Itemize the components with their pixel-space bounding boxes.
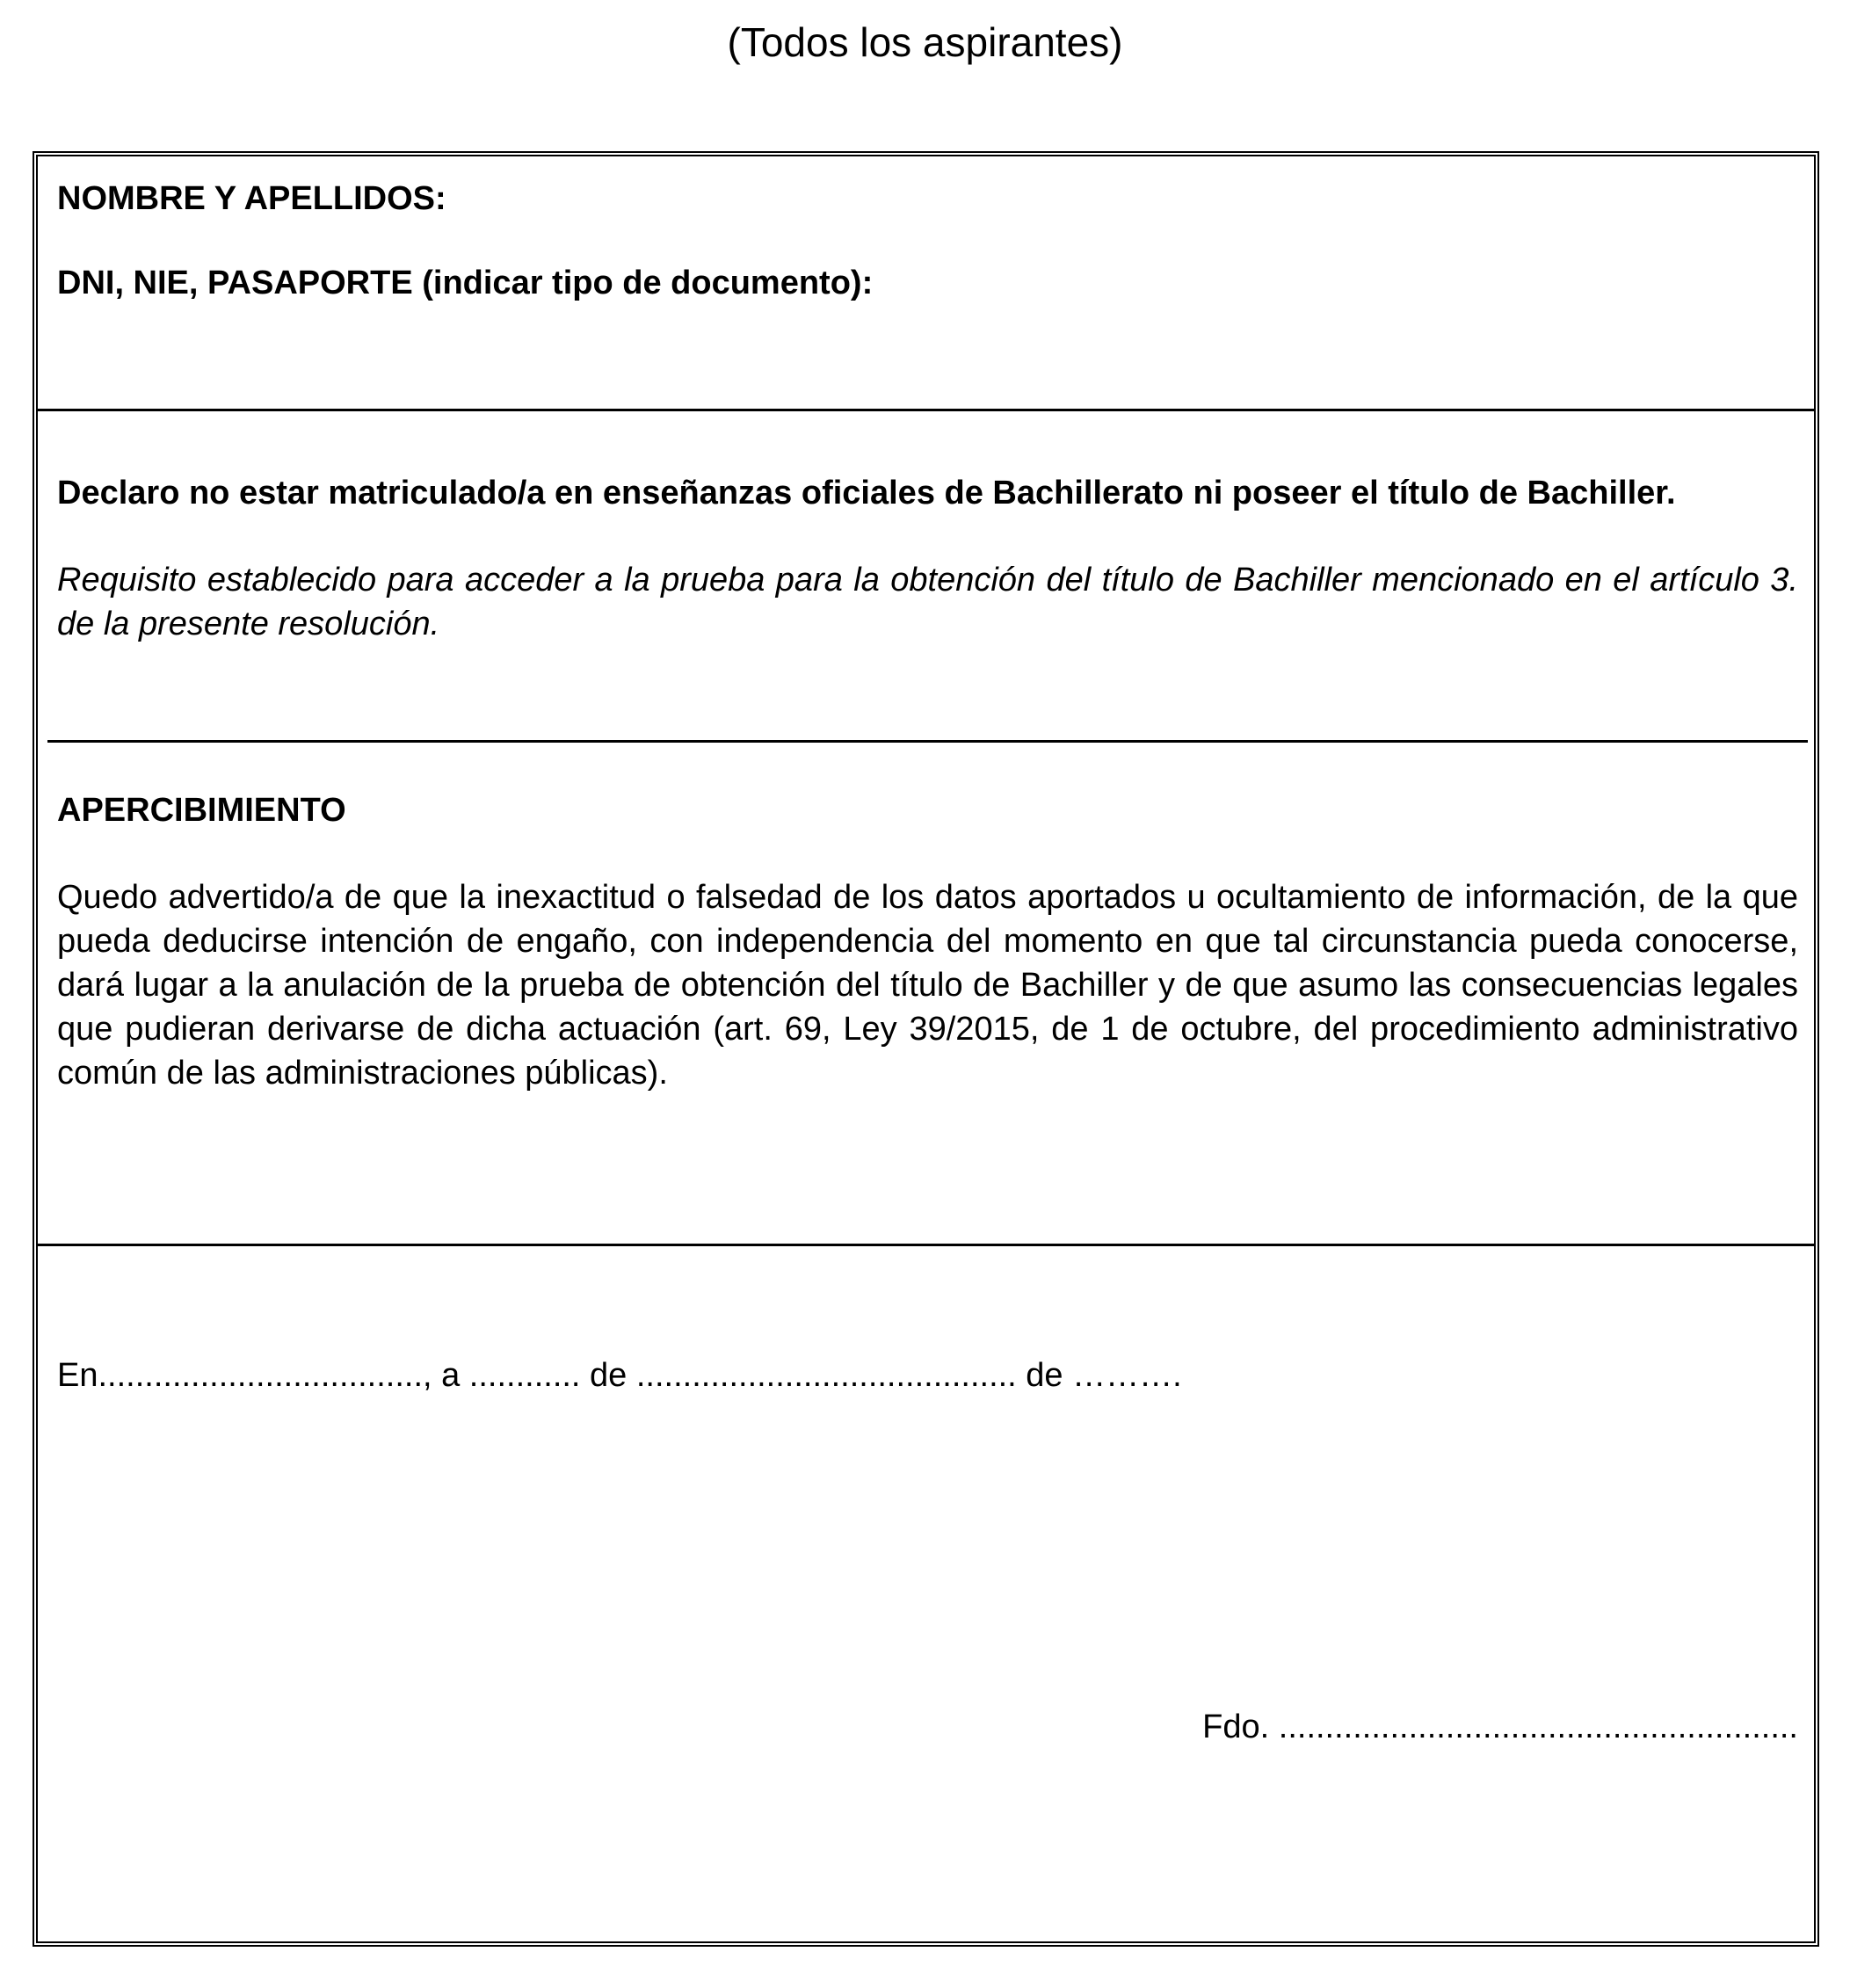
declaration-note: Requisito establecido para acceder a la prueba para la obtención del título de Bachiller mencionado en el artículo 3. de la presente resolución. [57, 562, 1798, 642]
name-label: NOMBRE Y APELLIDOS: [57, 180, 446, 217]
warning-heading: APERCIBIMIENTO [57, 792, 346, 829]
place-date-line[interactable]: En..................................., a ............ de ......................................... de ………. [57, 1357, 1182, 1394]
section-divider [38, 409, 1814, 411]
identification-section [38, 178, 1814, 306]
name-field[interactable] [57, 220, 1798, 221]
warning-section [38, 789, 1814, 1095]
form-subtitle: (Todos los aspirantes) [727, 19, 1123, 65]
section-divider [38, 1244, 1814, 1246]
signature-line[interactable]: Fdo. ........................................................ [1202, 1709, 1798, 1745]
warning-body: Quedo advertido/a de que la inexactitud o falsedad de los datos aportados u ocultamiento de información, de la que pueda deducirse intención de engaño, con independencia del momento en que tal circunstancia pueda conocerse, dará lugar a la anulación de la prueba de obtención del título de Bachiller y de que asumo las consecuencias legales que pudieran derivarse de dicha actuación (art. 69, Ley 39/2015, de 1 de octubre, del procedimiento administrativo común de las administraciones públicas). [57, 879, 1798, 1092]
declaration-statement: Declaro no estar matriculado/a en enseñanzas oficiales de Bachillerato ni poseer el título de Bachiller. [57, 475, 1676, 512]
declaration-section [38, 471, 1814, 646]
id-document-label: DNI, NIE, PASAPORTE (indicar tipo de documento): [57, 265, 874, 301]
id-document-field[interactable] [57, 304, 1798, 306]
section-divider [47, 740, 1808, 743]
declaration-form [33, 151, 1819, 1947]
